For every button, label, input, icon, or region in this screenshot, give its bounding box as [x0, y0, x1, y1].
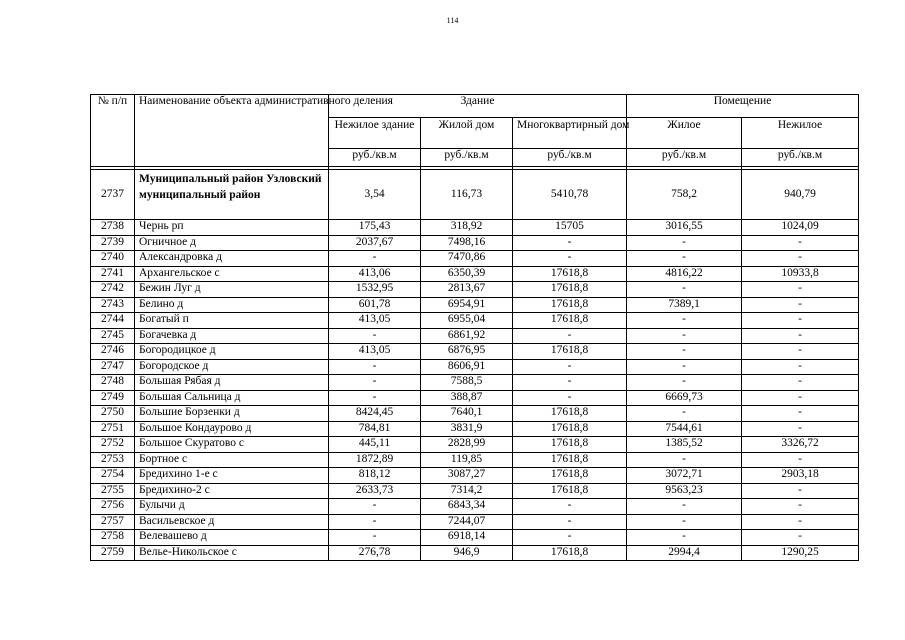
header-unit: руб./кв.м: [329, 149, 421, 167]
row-value: 17618,8: [513, 297, 627, 313]
row-value: 9563,23: [627, 483, 742, 499]
row-num: 2758: [91, 530, 135, 546]
row-value: -: [742, 359, 859, 375]
table-row: [91, 545, 859, 561]
row-num: 2745: [91, 328, 135, 344]
row-value: 6876,95: [421, 344, 513, 360]
table-row: [91, 452, 859, 468]
table-body: [91, 167, 859, 561]
row-value: -: [513, 251, 627, 267]
row-value: 3,54: [329, 170, 421, 220]
row-name: Велье-Никольское с: [135, 545, 329, 561]
row-value: -: [513, 499, 627, 515]
row-value: 276,78: [329, 545, 421, 561]
row-value: -: [329, 251, 421, 267]
row-value: -: [742, 235, 859, 251]
row-value: 17618,8: [513, 421, 627, 437]
row-value: 3326,72: [742, 437, 859, 453]
row-num: 2752: [91, 437, 135, 453]
row-value: 2903,18: [742, 468, 859, 484]
row-value: 17618,8: [513, 344, 627, 360]
row-value: -: [742, 390, 859, 406]
row-num: 2747: [91, 359, 135, 375]
page-number: 114: [446, 16, 459, 25]
row-name: Булычи д: [135, 499, 329, 515]
header-sub-residential: Жилое: [627, 118, 742, 149]
row-value: -: [742, 499, 859, 515]
row-num: 2749: [91, 390, 135, 406]
row-name: Александровка д: [135, 251, 329, 267]
row-value: 17618,8: [513, 468, 627, 484]
table-row: [91, 437, 859, 453]
row-name: Бредихино 1-е с: [135, 468, 329, 484]
table-row: [91, 530, 859, 546]
row-name: Большая Сальница д: [135, 390, 329, 406]
row-value: 318,92: [421, 220, 513, 236]
row-value: 17618,8: [513, 545, 627, 561]
row-value: 6350,39: [421, 266, 513, 282]
row-value: 7498,16: [421, 235, 513, 251]
row-name: Белино д: [135, 297, 329, 313]
row-value: 3016,55: [627, 220, 742, 236]
row-name: Большие Борзенки д: [135, 406, 329, 422]
price-table: [90, 94, 859, 561]
row-value: 3087,27: [421, 468, 513, 484]
row-value: -: [627, 514, 742, 530]
row-value: -: [742, 297, 859, 313]
row-value: 7470,86: [421, 251, 513, 267]
row-value: 5410,78: [513, 170, 627, 220]
row-value: 2994,4: [627, 545, 742, 561]
table-row: [91, 421, 859, 437]
row-value: -: [627, 375, 742, 391]
row-value: 119,85: [421, 452, 513, 468]
row-name: Богородское д: [135, 359, 329, 375]
row-name: Большое Кондаурово д: [135, 421, 329, 437]
row-value: -: [742, 328, 859, 344]
row-value: 8424,45: [329, 406, 421, 422]
row-value: -: [627, 499, 742, 515]
row-name: Бредихино-2 с: [135, 483, 329, 499]
row-name: Богачевка д: [135, 328, 329, 344]
row-value: 1290,25: [742, 545, 859, 561]
table-header: [91, 95, 859, 167]
row-value: -: [513, 390, 627, 406]
table-row: [91, 344, 859, 360]
row-value: -: [627, 452, 742, 468]
row-value: 1532,95: [329, 282, 421, 298]
row-value: 3831,9: [421, 421, 513, 437]
header-sub-house: Жилой дом: [421, 118, 513, 149]
row-value: 2037,67: [329, 235, 421, 251]
row-value: -: [513, 375, 627, 391]
table-row: [91, 282, 859, 298]
row-value: 6955,04: [421, 313, 513, 329]
row-value: 445,11: [329, 437, 421, 453]
row-num: 2750: [91, 406, 135, 422]
row-value: -: [627, 282, 742, 298]
row-name: Богородицкое д: [135, 344, 329, 360]
row-value: -: [329, 328, 421, 344]
row-value: 2828,99: [421, 437, 513, 453]
row-value: 175,43: [329, 220, 421, 236]
header-name: Наименование объекта административного деления: [135, 95, 329, 167]
row-value: -: [742, 251, 859, 267]
row-value: 6843,34: [421, 499, 513, 515]
row-value: 10933,8: [742, 266, 859, 282]
row-value: -: [742, 406, 859, 422]
row-value: 7244,07: [421, 514, 513, 530]
header-sub-nonres-building: Нежилое здание: [329, 118, 421, 149]
header-group-premises: Помещение: [627, 95, 859, 118]
row-name: Большое Скуратово с: [135, 437, 329, 453]
row-value: 7640,1: [421, 406, 513, 422]
row-num: 2741: [91, 266, 135, 282]
header-unit: руб./кв.м: [513, 149, 627, 167]
row-value: 1385,52: [627, 437, 742, 453]
row-name: Муниципальный район Узловский муниципальный район: [135, 170, 329, 220]
row-value: 7544,61: [627, 421, 742, 437]
header-group-building: Здание: [329, 95, 627, 118]
row-value: 388,87: [421, 390, 513, 406]
row-name: Богатый п: [135, 313, 329, 329]
row-value: 946,9: [421, 545, 513, 561]
row-value: 6954,91: [421, 297, 513, 313]
row-num: 2737: [91, 170, 135, 220]
row-value: -: [742, 344, 859, 360]
row-value: -: [742, 375, 859, 391]
row-num: 2753: [91, 452, 135, 468]
row-value: 17618,8: [513, 282, 627, 298]
header-unit: руб./кв.м: [627, 149, 742, 167]
row-num: 2742: [91, 282, 135, 298]
row-value: 17618,8: [513, 452, 627, 468]
row-value: -: [627, 406, 742, 422]
row-name: Большая Рябая д: [135, 375, 329, 391]
row-value: -: [627, 328, 742, 344]
row-value: -: [627, 235, 742, 251]
table-row: [91, 220, 859, 236]
row-value: 2633,73: [329, 483, 421, 499]
row-value: -: [742, 421, 859, 437]
row-name: Васильевское д: [135, 514, 329, 530]
row-value: 17618,8: [513, 483, 627, 499]
row-num: 2756: [91, 499, 135, 515]
row-num: 2739: [91, 235, 135, 251]
row-value: -: [513, 235, 627, 251]
row-value: 15705: [513, 220, 627, 236]
row-value: 4816,22: [627, 266, 742, 282]
table-row: [91, 297, 859, 313]
table-row: [91, 328, 859, 344]
row-value: -: [627, 359, 742, 375]
row-num: 2751: [91, 421, 135, 437]
district-row: [91, 170, 859, 220]
row-value: -: [627, 313, 742, 329]
row-value: -: [742, 530, 859, 546]
row-value: -: [627, 530, 742, 546]
row-value: -: [742, 313, 859, 329]
row-value: -: [329, 499, 421, 515]
row-value: -: [742, 514, 859, 530]
row-name: Бежин Луг д: [135, 282, 329, 298]
row-num: 2744: [91, 313, 135, 329]
row-value: 17618,8: [513, 266, 627, 282]
row-num: 2748: [91, 375, 135, 391]
table-row: [91, 499, 859, 515]
row-value: -: [513, 514, 627, 530]
row-name: Архангельское с: [135, 266, 329, 282]
row-num: 2757: [91, 514, 135, 530]
row-value: -: [329, 530, 421, 546]
row-value: 7389,1: [627, 297, 742, 313]
row-value: 758,2: [627, 170, 742, 220]
row-value: 1024,09: [742, 220, 859, 236]
row-value: -: [513, 530, 627, 546]
row-value: -: [742, 282, 859, 298]
row-name: Велевашево д: [135, 530, 329, 546]
row-value: 2813,67: [421, 282, 513, 298]
table-row: [91, 390, 859, 406]
row-num: 2740: [91, 251, 135, 267]
row-value: 7314,2: [421, 483, 513, 499]
row-value: -: [329, 514, 421, 530]
row-value: 116,73: [421, 170, 513, 220]
row-value: 17618,8: [513, 406, 627, 422]
row-value: -: [329, 359, 421, 375]
header-sub-apartment-building: Многоквартирный дом: [513, 118, 627, 149]
row-num: 2738: [91, 220, 135, 236]
row-value: -: [329, 375, 421, 391]
row-value: 784,81: [329, 421, 421, 437]
row-name: Огничное д: [135, 235, 329, 251]
row-value: 3072,71: [627, 468, 742, 484]
row-num: 2743: [91, 297, 135, 313]
table-row: [91, 251, 859, 267]
header-sub-nonresidential: Нежилое: [742, 118, 859, 149]
header-unit: руб./кв.м: [421, 149, 513, 167]
row-value: -: [513, 328, 627, 344]
table-row: [91, 406, 859, 422]
row-value: 7588,5: [421, 375, 513, 391]
row-value: 601,78: [329, 297, 421, 313]
row-num: 2755: [91, 483, 135, 499]
row-value: 1872,89: [329, 452, 421, 468]
row-value: -: [627, 251, 742, 267]
row-value: 17618,8: [513, 313, 627, 329]
row-value: 940,79: [742, 170, 859, 220]
table-row: [91, 359, 859, 375]
row-value: 413,05: [329, 313, 421, 329]
row-num: 2746: [91, 344, 135, 360]
table-row: [91, 468, 859, 484]
row-value: 17618,8: [513, 437, 627, 453]
table-row: [91, 483, 859, 499]
row-value: -: [742, 452, 859, 468]
row-value: -: [742, 483, 859, 499]
table-row: [91, 266, 859, 282]
table-row: [91, 375, 859, 391]
table-row: [91, 235, 859, 251]
header-num: № п/п: [91, 95, 135, 167]
row-value: 6861,92: [421, 328, 513, 344]
row-value: 8606,91: [421, 359, 513, 375]
row-value: -: [627, 344, 742, 360]
row-value: 6669,73: [627, 390, 742, 406]
row-name: Чернь рп: [135, 220, 329, 236]
row-num: 2754: [91, 468, 135, 484]
row-name: Бортное с: [135, 452, 329, 468]
row-value: -: [329, 390, 421, 406]
row-value: 413,06: [329, 266, 421, 282]
table-row: [91, 514, 859, 530]
table-row: [91, 313, 859, 329]
header-unit: руб./кв.м: [742, 149, 859, 167]
row-value: -: [513, 359, 627, 375]
row-value: 6918,14: [421, 530, 513, 546]
row-value: 818,12: [329, 468, 421, 484]
row-value: 413,05: [329, 344, 421, 360]
row-num: 2759: [91, 545, 135, 561]
